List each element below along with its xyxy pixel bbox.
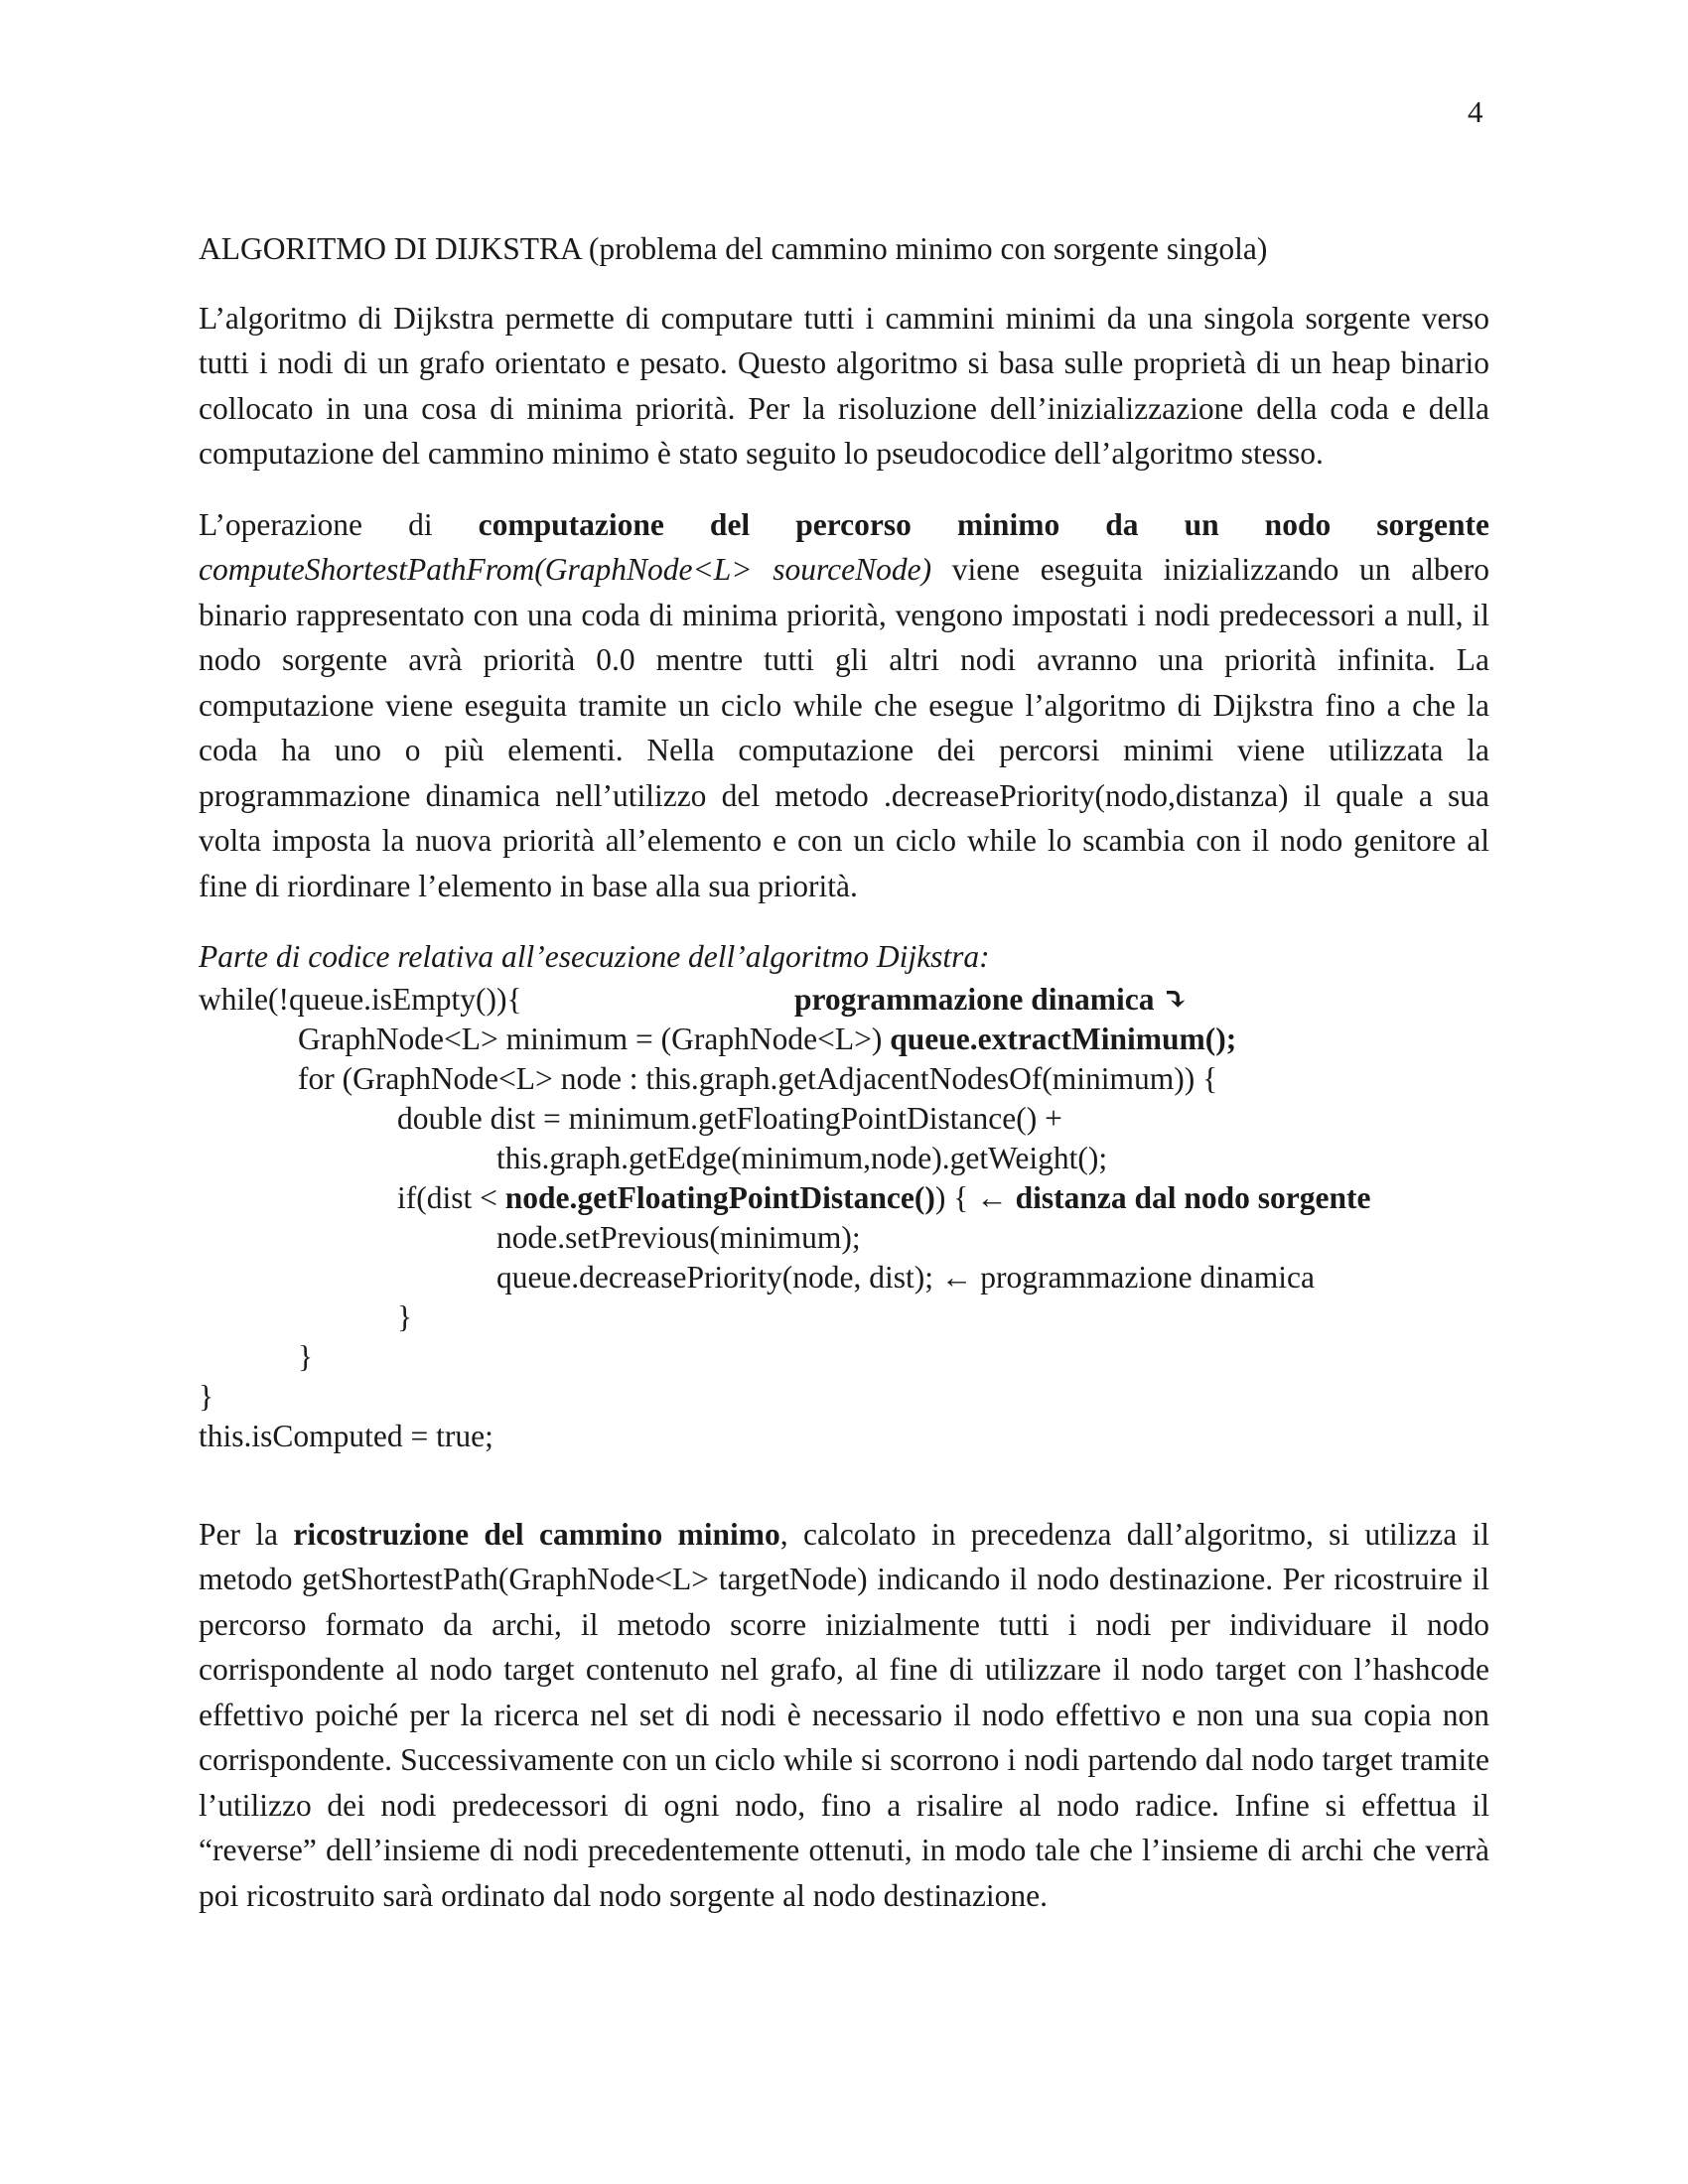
code-line-close-while: } [199,1378,214,1414]
code-if-plain2: ) { [934,1179,977,1215]
document-body [199,226,1489,1944]
code-extract-plain: GraphNode<L> minimum = (GraphNode<L>) [298,1021,891,1056]
section-spacer [199,1456,1489,1512]
reconstruction-lead: Per la [199,1516,294,1552]
code-line-close-for: } [298,1338,314,1374]
code-line-is-computed: this.isComputed = true; [199,1418,493,1453]
code-while-text: while(!queue.isEmpty()){ [199,981,522,1017]
code-line-get-edge: this.graph.getEdge(minimum,node).getWeight(); [496,1140,1108,1175]
code-if-bold: node.getFloatingPointDistance() [504,1179,935,1215]
operation-lead: L’operazione di [199,506,479,542]
intro-paragraph: L’algoritmo di Dijkstra permette di computare tutti i cammini minimi da una singola sorgente verso tutti i nodi di un grafo orientato e pesato. Questo algoritmo si basa sulle proprietà di un heap binario collocato in una cosa di minima priorità. Per la risoluzione dell’inizializzazione della coda e della computazione del cammino minimo è stato seguito lo pseudocodice dell’algoritmo stesso. [199,300,1489,471]
code-note-source-distance: ← distanza dal nodo sorgente [976,1179,1371,1215]
code-block [199,980,1489,1456]
operation-method-signature: computeShortestPathFrom(GraphNode<L> sourceNode) [199,552,932,587]
code-if-plain: if(dist < [397,1179,505,1215]
reconstruction-paragraph [199,1512,1489,1919]
code-extract-bold: queue.extractMinimum(); [890,1021,1237,1056]
code-line-for: for (GraphNode<L> node : this.graph.getAdjacentNodesOf(minimum)) { [298,1060,1218,1096]
code-line-set-previous: node.setPrevious(minimum); [496,1219,861,1255]
code-caption: Parte di codice relativa all’esecuzione dell’algoritmo Dijkstra: [199,939,990,974]
operation-bold-term: computazione del percorso minimo da un nodo sorgente [478,506,1489,542]
code-line-extract-minimum [199,1020,1489,1059]
reconstruction-rest: , calcolato in precedenza dall’algoritmo, si utilizza il metodo getShortestPath(GraphNode<L> targetNode) indicando il nodo destinazione. Per ricostruire il percorso formato da archi, il metodo scorre inizialmente tutti i nodi per individuare il nodo corrispondente al nodo target contenuto nel grafo, al fine di utilizzare il nodo target con l’hashcode effettivo poiché per la ricerca nel set di nodi è necessario il nodo effettivo e non una sua copia non corrispondente. Successivamente con un ciclo while si scorrono i nodi partendo dal nodo target tramite l’utilizzo dei nodi predecessori di ogni nodo, fino a risalire al nodo radice. Infine si effettua il “reverse” dell’insieme di nodi precedentemente ottenuti, in modo tale che l’insieme di archi che verrà poi ricostruito sarà ordinato dal nodo sorgente al nodo destinazione. [199,1516,1489,1913]
operation-rest: viene eseguita inizializzando un albero binario rappresentato con una coda di minima priorità, vengono impostati i nodi predecessori a null, il nodo sorgente avrà priorità 0.0 mentre tutti gli altri nodi avranno una priorità infinita. La computazione viene eseguita tramite un ciclo while che esegue l’algoritmo di Dijkstra fino a che la coda ha uno o più elementi. Nella computazione dei percorsi minimi viene utilizzata la programmazione dinamica nell’utilizzo del metodo .decreasePriority(nodo,distanza) il quale a sua volta imposta la nuova priorità all’elemento e con un ciclo while lo scambia con il nodo genitore al fine di riordinare l’elemento in base alla sua priorità. [199,552,1489,903]
code-line-close-if: } [397,1298,413,1334]
operation-paragraph [199,502,1489,909]
code-line-if [199,1178,1489,1218]
code-line-while [199,980,1489,1020]
section-heading: ALGORITMO DI DIJKSTRA (problema del cammino minimo con sorgente singola) [199,231,1268,266]
code-line-dist: double dist = minimum.getFloatingPointDistance() + [397,1100,1062,1136]
reconstruction-bold-term: ricostruzione del cammino minimo [293,1516,780,1552]
code-line-decrease-priority: queue.decreasePriority(node, dist); ← programmazione dinamica [496,1259,1315,1295]
code-note-dynamic-programming: programmazione dinamica ⤵ [794,981,1189,1017]
page-number: 4 [1468,94,1483,129]
